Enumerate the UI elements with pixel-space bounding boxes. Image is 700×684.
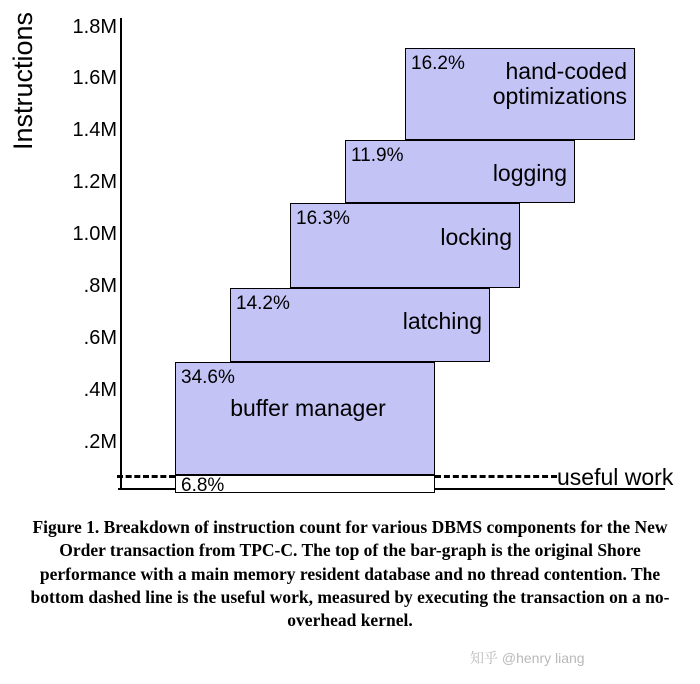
bar-label-buffer-manager-pct: 34.6% <box>181 367 235 388</box>
watermark: 知乎 @henry liang <box>470 650 585 666</box>
y-tick-label: .8M <box>83 275 117 297</box>
y-tick-label: 1.8M <box>72 16 117 38</box>
bar-label-locking-pct: 16.3% <box>296 208 350 229</box>
bar-label-logging-pct: 11.9% <box>351 145 404 166</box>
useful-work-annotation: useful work <box>557 464 674 490</box>
bar-label-hand-coded-line2: optimizations <box>492 82 627 109</box>
bar-label-latching-pct: 14.2% <box>236 293 290 314</box>
figure-caption: Figure 1. Breakdown of instruction count for various DBMS components for the New Order transaction from TPC-C. The top of the bar-graph is the original Shore performance with a main memory resident database and no thread contention. The bottom dashed line is the useful work, measured by executing the transaction on a no-overhead kernel. <box>30 517 670 631</box>
bar-label-locking-name: locking <box>440 224 512 250</box>
bar-label-logging-name: logging <box>492 160 567 186</box>
y-tick-label: .6M <box>83 327 117 349</box>
y-tick-label: .2M <box>83 431 117 453</box>
y-axis-tick-labels <box>45 0 117 510</box>
bar-label-latching-name: latching <box>402 308 482 334</box>
bar-label-hand-coded-name <box>445 59 627 109</box>
bar-label-useful-work-pct: 6.8% <box>181 475 225 496</box>
bar-label-hand-coded-pct: 16.2% <box>411 53 465 74</box>
useful-work-dashed-line-left <box>117 475 175 478</box>
bar-label-hand-coded-line1: hand-coded <box>505 58 627 84</box>
y-tick-label: .4M <box>83 379 117 401</box>
y-tick-label: 1.6M <box>72 67 117 89</box>
useful-work-dashed-line-right <box>435 475 557 478</box>
y-tick-label: 1.4M <box>72 119 117 141</box>
bar-label-buffer-manager-name: buffer manager <box>230 395 386 421</box>
y-axis-title: Instructions <box>8 11 38 150</box>
plot-region <box>120 24 674 496</box>
y-tick-label: 1.2M <box>72 171 117 193</box>
y-tick-label: 1.0M <box>72 223 117 245</box>
